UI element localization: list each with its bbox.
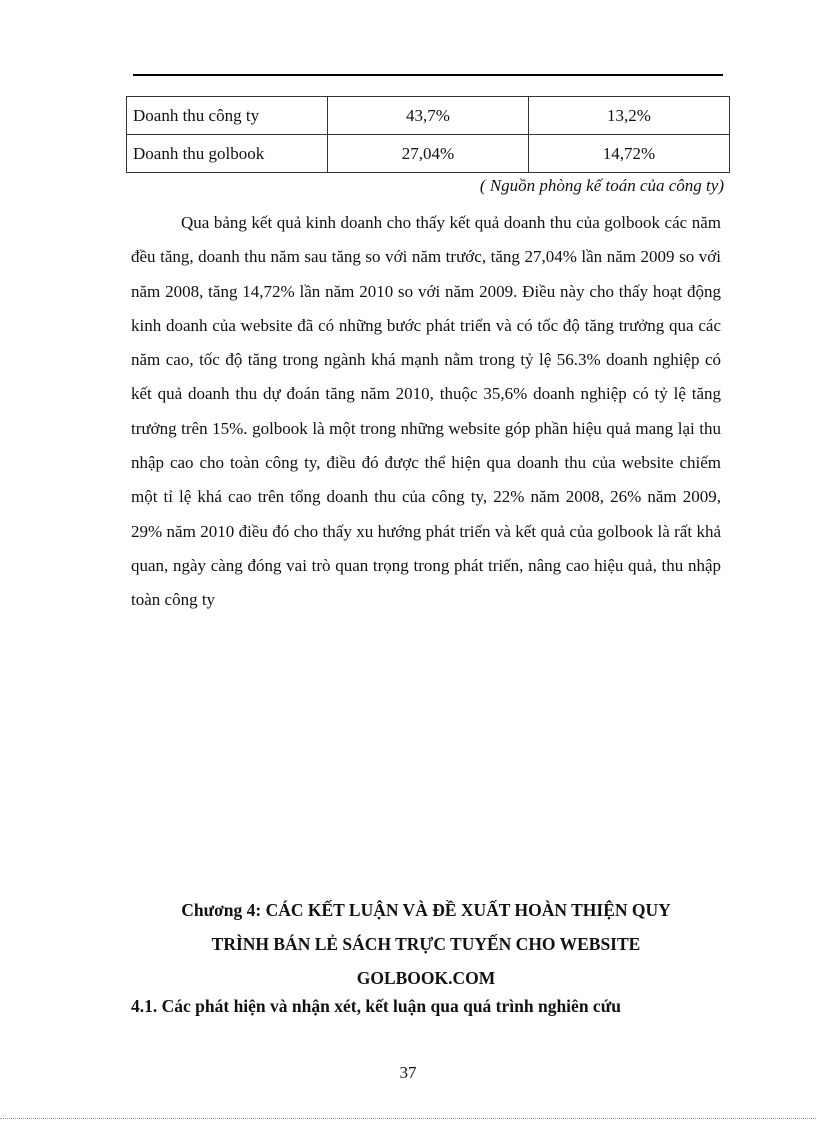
chapter-title-line: TRÌNH BÁN LẺ SÁCH TRỰC TUYẾN CHO WEBSITE bbox=[211, 934, 641, 954]
row-label: Doanh thu công ty bbox=[127, 97, 328, 135]
chapter-title-line: Chương 4: CÁC KẾT LUẬN VÀ ĐỀ XUẤT HOÀN THIỆN QUY bbox=[181, 900, 671, 920]
table-row bbox=[127, 135, 730, 173]
revenue-growth-table bbox=[126, 96, 730, 173]
section-heading: 4.1. Các phát hiện và nhận xét, kết luận qua quá trình nghiên cứu bbox=[131, 996, 621, 1016]
header-rule bbox=[133, 74, 723, 76]
row-value: 14,72% bbox=[529, 135, 730, 173]
source-note: ( Nguồn phòng kế toán của công ty) bbox=[479, 176, 724, 195]
chapter-title bbox=[131, 893, 721, 995]
footer-rule bbox=[0, 1118, 816, 1119]
body-paragraph: Qua bảng kết quả kinh doanh cho thấy kết quả doanh thu của golbook các năm đều tăng, doanh thu năm sau tăng so với năm trước, tăng 27,04% lần năm 2009 so với năm 2008, tăng 14,72% lần năm 2010 so với năm 2009. Điều này cho thấy hoạt động kinh doanh của website đã có những bước phát triển và có tốc độ tăng trưởng qua các năm cao, tốc độ tăng trong ngành khá mạnh nằm trong tỷ lệ 56.3% doanh nghiệp có kết quả doanh thu dự đoán tăng năm 2010, thuộc 35,6% doanh nghiệp có tỷ lệ tăng trưởng trên 15%. golbook là một trong những website góp phần hiệu quả mang lại thu nhập cao cho toàn công ty, điều đó được thể hiện qua doanh thu của website chiếm một tỉ lệ khá cao trên tổng doanh thu của công ty, 22% năm 2008, 26% năm 2009, 29% năm 2010 điều đó cho thấy xu hướng phát triển và kết quả của golbook là rất khả quan, ngày càng đóng vai trò quan trọng trong phát triển, nâng cao hiệu quả, thu nhập toàn công ty bbox=[131, 213, 721, 610]
chapter-title-line: GOLBOOK.COM bbox=[356, 968, 496, 988]
row-value: 13,2% bbox=[529, 97, 730, 135]
page-number: 37 bbox=[399, 1063, 417, 1082]
row-value: 43,7% bbox=[328, 97, 529, 135]
row-label: Doanh thu golbook bbox=[127, 135, 328, 173]
table-row bbox=[127, 97, 730, 135]
row-value: 27,04% bbox=[328, 135, 529, 173]
